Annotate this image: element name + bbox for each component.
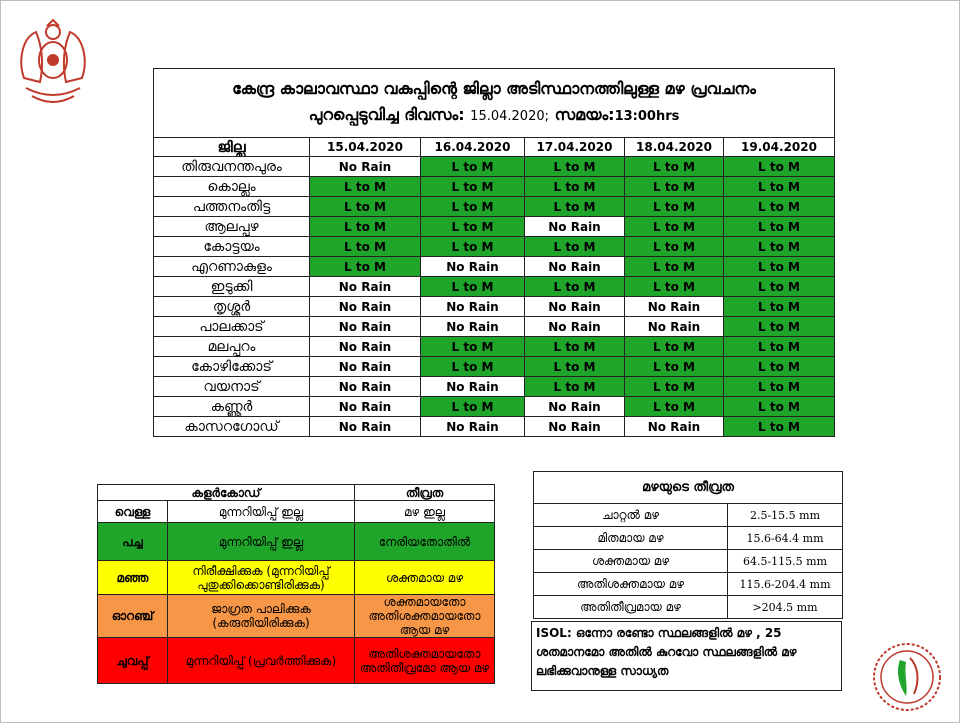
forecast-cell: No Rain — [310, 357, 421, 377]
legend-color-name: ഓറഞ്ച് — [98, 595, 168, 638]
date-header: 16.04.2020 — [421, 138, 525, 157]
forecast-row — [154, 337, 835, 357]
forecast-cell: L to M — [625, 237, 724, 257]
forecast-cell: L to M — [525, 337, 625, 357]
forecast-cell: L to M — [421, 157, 525, 177]
forecast-cell: L to M — [310, 217, 421, 237]
forecast-cell: L to M — [724, 197, 835, 217]
legend-row — [98, 523, 495, 561]
forecast-cell: L to M — [310, 257, 421, 277]
forecast-cell: L to M — [625, 197, 724, 217]
legend-advisory: മുന്നറിയിപ്പ് (പ്രവർത്തിക്കുക) — [168, 638, 355, 684]
kerala-emblem-icon — [14, 16, 92, 110]
district-name: കൊല്ലം — [154, 177, 310, 197]
forecast-row — [154, 257, 835, 277]
forecast-cell: L to M — [310, 197, 421, 217]
forecast-cell: L to M — [724, 277, 835, 297]
forecast-cell: L to M — [525, 237, 625, 257]
forecast-cell: L to M — [625, 337, 724, 357]
ksdma-logo-icon — [870, 640, 944, 714]
district-name: പാലക്കാട് — [154, 317, 310, 337]
intensity-label: ശക്തമായ മഴ — [534, 550, 728, 573]
intensity-row — [534, 573, 843, 596]
intensity-label: ചാറ്റൽ മഴ — [534, 504, 728, 527]
time-label: സമയം: — [554, 105, 615, 124]
legend-code-header: കളർകോഡ് — [98, 485, 355, 501]
forecast-cell: L to M — [625, 357, 724, 377]
forecast-cell: L to M — [421, 357, 525, 377]
forecast-cell: L to M — [421, 277, 525, 297]
forecast-cell: No Rain — [525, 217, 625, 237]
forecast-cell: L to M — [625, 217, 724, 237]
forecast-title — [154, 69, 835, 138]
legend-intensity: അതിശക്തമായതോ അതിതീവ്രമോ ആയ മഴ — [355, 638, 495, 684]
forecast-cell: L to M — [525, 157, 625, 177]
forecast-cell: L to M — [724, 177, 835, 197]
forecast-cell: L to M — [421, 337, 525, 357]
district-name: ഇടുക്കി — [154, 277, 310, 297]
forecast-row — [154, 277, 835, 297]
legend-body — [98, 501, 495, 684]
forecast-cell: L to M — [724, 417, 835, 437]
forecast-cell: L to M — [421, 177, 525, 197]
forecast-row — [154, 297, 835, 317]
district-name: മലപ്പുറം — [154, 337, 310, 357]
forecast-row — [154, 377, 835, 397]
intensity-row — [534, 527, 843, 550]
intensity-row — [534, 504, 843, 527]
district-name: പത്തനംതിട്ട — [154, 197, 310, 217]
forecast-cell: L to M — [421, 197, 525, 217]
forecast-cell: L to M — [724, 237, 835, 257]
legend-header-row — [98, 485, 495, 501]
intensity-range: 115.6-204.4 mm — [728, 573, 843, 596]
forecast-row — [154, 217, 835, 237]
forecast-cell: L to M — [310, 237, 421, 257]
forecast-cell: No Rain — [310, 297, 421, 317]
forecast-cell: No Rain — [625, 417, 724, 437]
district-column-header: ജില്ല — [154, 138, 310, 157]
forecast-cell: No Rain — [310, 417, 421, 437]
time-value: 13:00hrs — [614, 109, 680, 124]
forecast-cell: L to M — [525, 377, 625, 397]
forecast-cell: No Rain — [310, 397, 421, 417]
forecast-cell: L to M — [625, 397, 724, 417]
forecast-row — [154, 157, 835, 177]
forecast-row — [154, 197, 835, 217]
forecast-cell: L to M — [525, 277, 625, 297]
forecast-cell: L to M — [625, 177, 724, 197]
intensity-label: അതിതീവ്രമായ മഴ — [534, 596, 728, 619]
forecast-body — [154, 157, 835, 437]
forecast-heading: കേന്ദ്ര കാലാവസ്ഥാ വകുപ്പിന്റെ ജില്ലാ അടിസ്ഥാനത്തിലുള്ള മഴ പ്രവചനം — [232, 79, 756, 98]
legend-row — [98, 638, 495, 684]
district-name: കോഴിക്കോട് — [154, 357, 310, 377]
forecast-cell: No Rain — [421, 377, 525, 397]
legend-color-name: പച്ച — [98, 523, 168, 561]
intensity-range: 64.5-115.5 mm — [728, 550, 843, 573]
date-header: 19.04.2020 — [724, 138, 835, 157]
forecast-cell: No Rain — [625, 297, 724, 317]
forecast-row — [154, 177, 835, 197]
legend-advisory: നിരീക്ഷിക്കുക (മുന്നറിയിപ്പ് പുതുക്കിക്കൊണ്ടിരിക്കുക) — [168, 561, 355, 595]
forecast-cell: L to M — [525, 177, 625, 197]
intensity-body — [534, 504, 843, 619]
legend-row — [98, 561, 495, 595]
forecast-cell: No Rain — [310, 277, 421, 297]
intensity-header-row — [534, 472, 843, 504]
forecast-cell: No Rain — [421, 257, 525, 277]
legend-advisory: മുന്നറിയിപ്പ് ഇല്ല — [168, 501, 355, 523]
legend-intensity: ശക്തമായ മഴ — [355, 561, 495, 595]
intensity-range: >204.5 mm — [728, 596, 843, 619]
legend-color-name: വെള്ള — [98, 501, 168, 523]
isol-note: ISOL: ഒന്നോ രണ്ടോ സ്ഥലങ്ങളിൽ മഴ , 25 ശതമാനമോ അതിൽ കുറവോ സ്ഥലങ്ങളിൽ മഴ ലഭിക്കുവാനുള്ള സാധ്യത — [531, 621, 842, 691]
forecast-cell: No Rain — [310, 157, 421, 177]
district-name: ആലപ്പുഴ — [154, 217, 310, 237]
date-header: 18.04.2020 — [625, 138, 724, 157]
forecast-cell: No Rain — [421, 297, 525, 317]
intensity-title: മഴയുടെ തീവ്രത — [534, 472, 843, 504]
forecast-cell: No Rain — [421, 417, 525, 437]
forecast-cell: L to M — [421, 217, 525, 237]
legend-color-name: ചുവപ്പ് — [98, 638, 168, 684]
intensity-label: മിതമായ മഴ — [534, 527, 728, 550]
legend-advisory: മുന്നറിയിപ്പ് ഇല്ല — [168, 523, 355, 561]
rain-intensity-table — [533, 471, 843, 619]
forecast-cell: No Rain — [310, 337, 421, 357]
forecast-cell: L to M — [310, 177, 421, 197]
legend-intensity: നേരിയതോതിൽ — [355, 523, 495, 561]
forecast-cell: L to M — [724, 217, 835, 237]
issued-line — [154, 102, 834, 130]
forecast-row — [154, 357, 835, 377]
legend-row — [98, 595, 495, 638]
date-header: 17.04.2020 — [525, 138, 625, 157]
forecast-cell: No Rain — [525, 397, 625, 417]
forecast-row — [154, 317, 835, 337]
forecast-cell: L to M — [525, 197, 625, 217]
forecast-cell: No Rain — [525, 257, 625, 277]
forecast-cell: L to M — [724, 297, 835, 317]
forecast-title-row — [154, 69, 835, 138]
intensity-label: അതിശക്തമായ മഴ — [534, 573, 728, 596]
legend-advisory: ജാഗ്രത പാലിക്കുക (കരുതിയിരിക്കുക) — [168, 595, 355, 638]
legend-row — [98, 501, 495, 523]
district-name: കാസറഗോഡ് — [154, 417, 310, 437]
legend-intensity-header: തീവ്രത — [355, 485, 495, 501]
forecast-cell: L to M — [724, 357, 835, 377]
color-code-legend — [97, 484, 495, 684]
district-name: എറണാകുളം — [154, 257, 310, 277]
forecast-cell: No Rain — [525, 417, 625, 437]
intensity-row — [534, 550, 843, 573]
forecast-cell: No Rain — [310, 377, 421, 397]
legend-color-name: മഞ്ഞ — [98, 561, 168, 595]
forecast-cell: L to M — [625, 377, 724, 397]
forecast-row — [154, 417, 835, 437]
forecast-cell: No Rain — [310, 317, 421, 337]
intensity-range: 2.5-15.5 mm — [728, 504, 843, 527]
forecast-cell: L to M — [724, 257, 835, 277]
district-name: വയനാട് — [154, 377, 310, 397]
forecast-cell: L to M — [625, 277, 724, 297]
legend-intensity: മഴ ഇല്ല — [355, 501, 495, 523]
forecast-cell: L to M — [525, 357, 625, 377]
forecast-row — [154, 237, 835, 257]
forecast-cell: L to M — [724, 157, 835, 177]
forecast-table — [153, 68, 835, 437]
forecast-cell: No Rain — [525, 317, 625, 337]
forecast-cell: L to M — [724, 377, 835, 397]
intensity-range: 15.6-64.4 mm — [728, 527, 843, 550]
forecast-row — [154, 397, 835, 417]
district-name: തൃശ്ശൂർ — [154, 297, 310, 317]
forecast-cell: L to M — [625, 157, 724, 177]
forecast-cell: No Rain — [421, 317, 525, 337]
date-header-row — [154, 138, 835, 157]
district-name: കോട്ടയം — [154, 237, 310, 257]
forecast-cell: No Rain — [625, 317, 724, 337]
forecast-cell: No Rain — [525, 297, 625, 317]
legend-intensity: ശക്തമായതോ അതിശക്തമായതോ ആയ മഴ — [355, 595, 495, 638]
forecast-cell: L to M — [625, 257, 724, 277]
date-header: 15.04.2020 — [310, 138, 421, 157]
district-name: തിരുവനന്തപുരം — [154, 157, 310, 177]
forecast-cell: L to M — [724, 397, 835, 417]
issued-date: 15.04.2020; — [470, 109, 549, 124]
forecast-cell: L to M — [421, 397, 525, 417]
district-name: കണ്ണൂർ — [154, 397, 310, 417]
intensity-row — [534, 596, 843, 619]
issued-label: പുറപ്പെടുവിച്ച ദിവസം: — [308, 105, 465, 124]
forecast-cell: L to M — [421, 237, 525, 257]
forecast-cell: L to M — [724, 337, 835, 357]
forecast-cell: L to M — [724, 317, 835, 337]
